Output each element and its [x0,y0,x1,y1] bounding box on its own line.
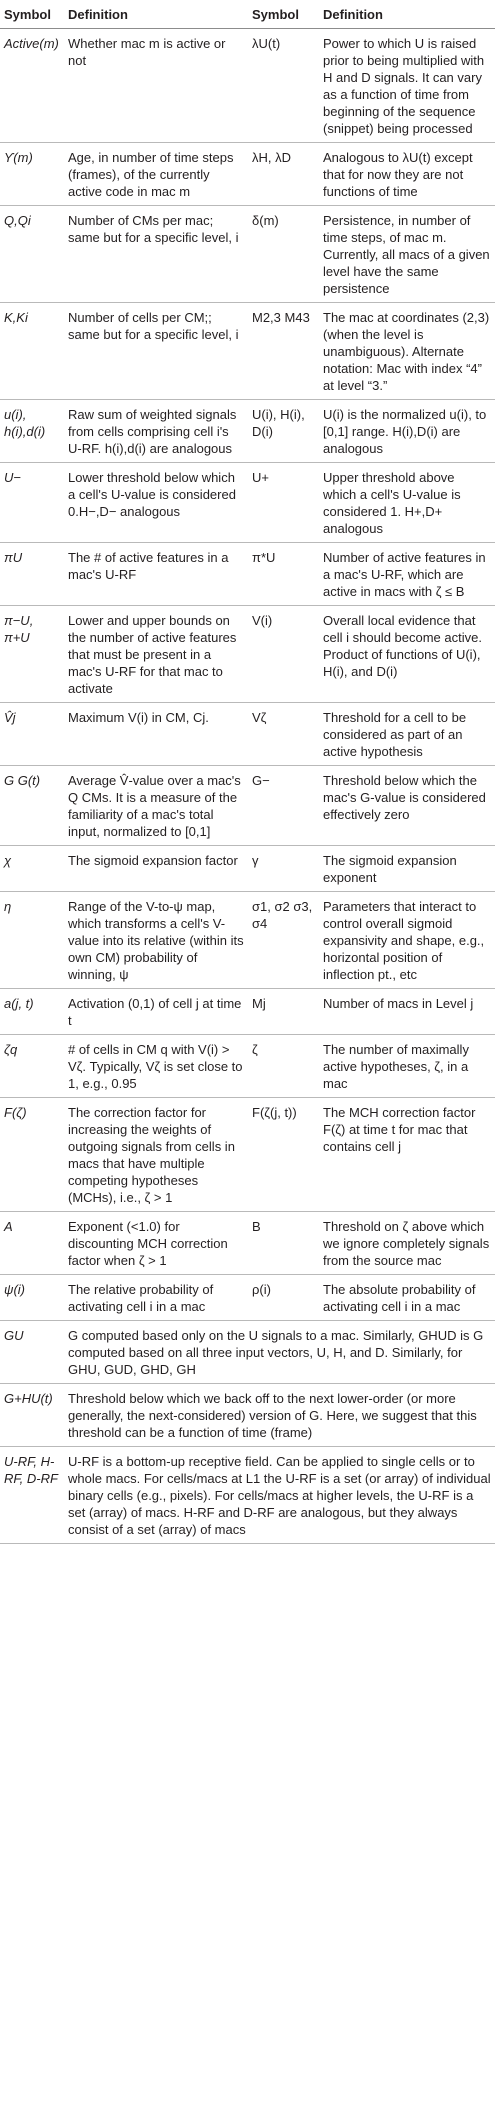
symbol-cell: G+HU(t) [4,1391,53,1406]
symbol-cell: λH, λD [252,150,291,165]
definition-cell: U-RF is a bottom-up receptive field. Can be applied to single cells or to whole macs. For cells/macs at L1 the U-RF is a set (or array) of individual binary cells (e.g., pixels). For cells/macs at higher levels, the U-RF is a set (array) of macs. H-RF and D-RF are analogous, but they always consist of a set (array) of macs [68,1454,491,1537]
definition-cell: Power to which U is raised prior to being multiplied with H and D signals. It can vary as a function of time from beginning of the sequence (snippet) being processed [323,36,485,136]
definition-cell: Number of macs in Level j [323,996,474,1011]
symbol-cell: K,Ki [4,310,28,325]
definition-cell: Raw sum of weighted signals from cells comprising cell i's U-RF. h(i),d(i) are analogous [68,407,237,456]
definition-cell: Lower and upper bounds on the number of active features that must be present in a mac's U-RF for that mac to activate [68,613,237,696]
table-row [0,1035,495,1098]
header-symbol-2: Symbol [248,0,319,29]
header-definition-1: Definition [64,0,248,29]
table-row [0,1212,495,1275]
symbol-cell: π−U, π+U [4,613,34,645]
definition-cell: Range of the V-to-ψ map, which transforms a cell's V-value into its relative (within its own CM) probability of winning, ψ [68,899,244,982]
symbol-cell: ψ(i) [4,1282,26,1297]
symbol-cell: M2,3 M43 [252,310,310,325]
symbol-cell: πU [4,550,23,565]
definition-cell: Lower threshold below which a cell's U-value is considered 0.H−,D− analogous [68,470,236,519]
table-row [0,29,495,143]
table-row [0,206,495,303]
definition-cell: Maximum V(i) in CM, Cj. [68,710,209,725]
definition-cell: Overall local evidence that cell i should become active. Product of functions of U(i), H(i), and D(i) [323,613,482,679]
symbol-cell: G G(t) [4,773,41,788]
symbol-cell: Q,Qi [4,213,31,228]
table-row [0,846,495,892]
symbol-cell: Vζ [252,710,267,725]
table-body [0,29,495,1544]
table-row [0,1098,495,1212]
symbol-cell: U-RF, H-RF, D-RF [4,1454,58,1486]
symbol-cell: ρ(i) [252,1282,271,1297]
table-row [0,892,495,989]
definition-cell: Exponent (<1.0) for discounting MCH correction factor when ζ > 1 [68,1219,228,1268]
table-row [0,1321,495,1384]
symbol-cell: V(i) [252,613,273,628]
definition-cell: The MCH correction factor F(ζ) at time t for mac that contains cell j [323,1105,476,1154]
definition-cell: # of cells in CM q with V(i) > Vζ. Typically, Vζ is set close to 1, e.g., 0.95 [68,1042,243,1091]
table-row [0,463,495,543]
symbol-cell: U+ [252,470,269,485]
symbol-cell: B [252,1219,261,1234]
table-row [0,143,495,206]
symbol-cell: GU [4,1328,24,1343]
definition-cell: The sigmoid expansion factor [68,853,238,868]
definition-cell: The number of maximally active hypotheses, ζ, in a mac [323,1042,469,1091]
symbol-cell: π*U [252,550,276,565]
definition-cell: U(i) is the normalized u(i), to [0,1] range. H(i),D(i) are analogous [323,407,487,456]
table-row [0,606,495,703]
definition-cell: The # of active features in a mac's U-RF [68,550,229,582]
symbol-cell: F(ζ) [4,1105,27,1120]
symbol-cell: ζq [4,1042,18,1057]
header-definition-2: Definition [319,0,495,29]
symbol-cell: η [4,899,12,914]
definition-cell: Number of cells per CM;; same but for a specific level, i [68,310,239,342]
definition-cell: The mac at coordinates (2,3) (when the level is unambiguous). Alternate notation: Mac with index “4” at level “3.” [323,310,490,393]
definition-cell: Threshold on ζ above which we ignore completely signals from the source mac [323,1219,490,1268]
header-row [0,0,495,29]
header-symbol-1: Symbol [0,0,64,29]
table-row [0,989,495,1035]
symbol-cell: ζ [252,1042,258,1057]
table-row [0,766,495,846]
definition-cell: Activation (0,1) of cell j at time t [68,996,242,1028]
symbol-cell: A [4,1219,13,1234]
table-row [0,303,495,400]
table-row [0,400,495,463]
symbol-cell: G− [252,773,270,788]
definition-cell: The absolute probability of activating cell i in a mac [323,1282,476,1314]
symbol-cell: Active(m) [4,36,59,51]
definition-cell: Threshold below which the mac's G-value is considered effectively zero [323,773,486,822]
definition-cell: Threshold for a cell to be considered as part of an active hypothesis [323,710,467,759]
symbol-cell: λU(t) [252,36,281,51]
symbol-cell: σ1, σ2 σ3, σ4 [252,899,313,931]
symbol-cell: δ(m) [252,213,279,228]
definition-cell: Threshold below which we back off to the next lower-order (or more generally, the next-considered) version of G. Here, we suggest that this threshold can be a function of time (frame) [68,1391,477,1440]
definition-cell: Parameters that interact to control overall sigmoid expansivity and shape, e.g., horizontal position of inflection pt., etc [323,899,485,982]
symbol-cell: u(i), h(i),d(i) [4,407,46,439]
definition-cell: The sigmoid expansion exponent [323,853,457,885]
definition-cell: The correction factor for increasing the weights of outgoing signals from cells in macs that have multiple competing hypotheses (MCHs), i.e., ζ > 1 [68,1105,235,1205]
symbol-cell: γ [252,853,259,868]
table-row [0,1275,495,1321]
definition-cell: Persistence, in number of time steps, of mac m. Currently, all macs of a given level have the same persistence [323,213,490,296]
symbol-cell: a(j, t) [4,996,34,1011]
table-row [0,543,495,606]
symbol-cell: χ [4,853,12,868]
symbol-cell: Mj [252,996,266,1011]
symbol-cell: F(ζ(j, t)) [252,1105,297,1120]
definition-cell: Whether mac m is active or not [68,36,226,68]
definition-cell: Number of active features in a mac's U-RF, which are active in macs with ζ ≤ B [323,550,486,599]
definition-cell: G computed based only on the U signals to a mac. Similarly, GHUD is G computed based on all three input vectors, U, H, and D. Similarly, for GHU, GUD, GHD, GH [68,1328,484,1377]
table-row [0,1447,495,1544]
symbol-cell: ϒ(m) [4,150,33,165]
symbol-cell: U(i), H(i), D(i) [252,407,305,439]
definition-cell: Age, in number of time steps (frames), of the currently active code in mac m [68,150,234,199]
definition-cell: Upper threshold above which a cell's U-value is considered 1. H+,D+ analogous [323,470,461,536]
definition-cell: Analogous to λU(t) except that for now they are not functions of time [323,150,473,199]
symbol-cell: V̂j [4,710,16,725]
definition-cell: Average V̂-value over a mac's Q CMs. It is a measure of the familiarity of a mac's total input, normalized to [0,1] [68,773,241,839]
definition-cell: Number of CMs per mac; same but for a specific level, i [68,213,239,245]
table-row [0,703,495,766]
table-row [0,1384,495,1447]
symbol-cell: U− [4,470,21,485]
definition-cell: The relative probability of activating cell i in a mac [68,1282,214,1314]
